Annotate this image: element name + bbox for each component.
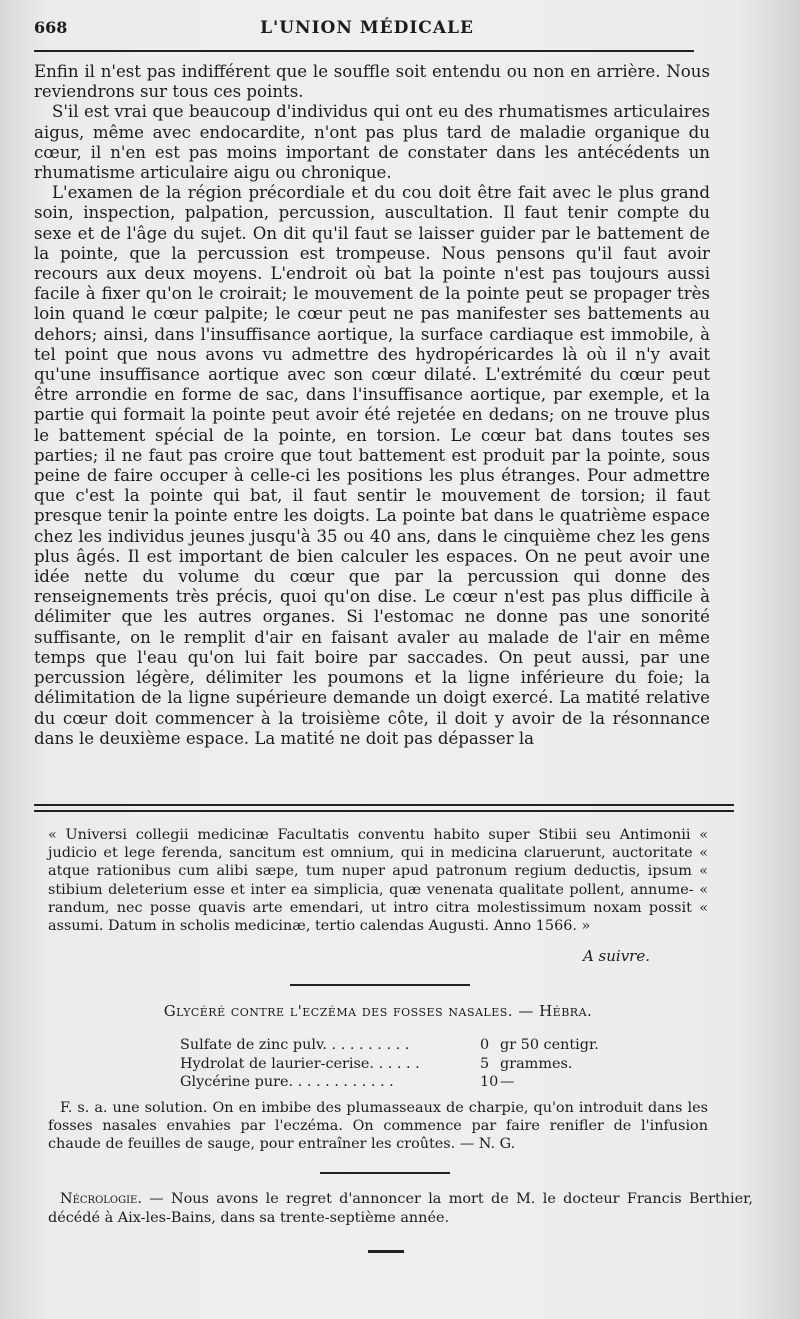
ingredient-unit: — — [500, 1074, 515, 1090]
section-separator-2 — [320, 1172, 450, 1174]
footnote-double-rule-top — [34, 804, 734, 806]
ingredient-qty: 5 — [480, 1055, 490, 1072]
recipe-instructions — [48, 1099, 708, 1154]
footnote-double-rule-bottom — [34, 810, 734, 812]
necrologie-label: Nécrologie. — [60, 1191, 142, 1207]
main-article-text — [34, 62, 710, 749]
section-separator-1 — [290, 984, 470, 986]
necrologie-text: — Nous avons le regret d'annoncer la mort de M. le docteur Francis Berthier, décédé à Aix-les-Bains, dans sa trente-septième année. — [48, 1191, 753, 1226]
ingredient-unit: grammes. — [500, 1055, 573, 1072]
header-rule — [34, 50, 694, 52]
paragraph-2: S'il est vrai que beaucoup d'individus qui ont eu des rhumatismes articulaires aigus, même avec endocardite, n'ont pas plus tard de maladie organique du cœur, il n'en est pas moins important de constater dans les antécédents un rhumatisme articulaire aigu ou chronique. — [34, 102, 710, 183]
ingredient-qty: 10 — [480, 1074, 499, 1090]
recipe-title: Glycéré contre l'eczéma des fosses nasales. — Hébra. — [163, 1002, 593, 1020]
recipe-instructions-text: F. s. a. une solution. On en imbibe des plumasseaux de charpie, qu'on introduit dans les fosses nasales envahies par l'eczéma. On commence par faire renifler de l'infusion chaude de feuilles de sauge, pour entraîner les croûtes. — N. G. — [48, 1100, 708, 1153]
latin-quote-text: « Universi collegii medicinæ Facultatis conventu habito super Stibii seu Antimonii « judicio et lege ferenda, sancitum est omnium, qui in medicina claruerunt, auctoritate « atque rationibus cum alibi sæpe, tum nuper apud patronum regium deductis, ipsum « stibium deleterium esse et inter ea simplicia, quæ venenata qualitate pollent, annume- « randum, nec posse quavis arte emendari, ut intro citra molestissimum noxam possit « assumi. Datum in scholis medicinæ, tertio calendas Augusti. Anno 1566. » — [48, 827, 708, 935]
ingredient-name: Glycérine pure. . . . . . . . . . . . — [180, 1074, 394, 1090]
page-number: 668 — [34, 18, 68, 37]
latin-decree-quote — [48, 826, 708, 935]
a-suivre: A suivre. — [582, 947, 650, 965]
ingredient-name: Sulfate de zinc pulv. . . . . . . . . . — [180, 1037, 410, 1053]
ingredient-qty: 0 — [480, 1037, 490, 1053]
end-mark — [368, 1250, 404, 1253]
page-header — [34, 18, 700, 44]
necrologie-paragraph — [48, 1190, 753, 1228]
ingredient-name: Hydrolat de laurier-cerise. . . . . . — [180, 1055, 420, 1072]
journal-title: L'UNION MÉDICALE — [260, 18, 474, 38]
necrologie-notice — [48, 1190, 753, 1228]
paragraph-1: Enfin il n'est pas indifférent que le souffle soit entendu ou non en arrière. Nous reviendrons sur tous ces points. — [34, 62, 710, 102]
paragraph-3: L'examen de la région précordiale et du cou doit être fait avec le plus grand soin, inspection, palpation, percussion, auscultation. Il faut tenir compte du sexe et de l'âge du sujet. On dit qu'il faut se laisser guider par le battement de la pointe, que la percussion est trompeuse. Nous pensons qu'il faut avoir recours aux deux moyens. L'endroit où bat la pointe n'est pas toujours aussi facile à fixer qu'on le croirait; le mouvement de la pointe peut se propager très loin quand le cœur palpite; le cœur peut ne pas manifester ses battements au dehors; ainsi, dans l'insuffisance aortique, la surface cardiaque est immobile, à tel point que nous avons vu admettre des hydropéricardes là où il n'y avait qu'une insuffisance aortique avec son cœur dilaté. L'extrémité du cœur peut être arrondie en forme de sac, dans l'insuffisance aortique, par exemple, et la partie qui formait la pointe peut avoir été rejetée en dedans; on ne trouve plus le battement spécial de la pointe, en torsion. Le cœur bat dans toutes ses parties; il ne faut pas croire que tout battement est produit par la pointe, sous peine de faire occuper à celle-ci les positions les plus étranges. Pour admettre que c'est la pointe qui bat, il faut sentir le mouvement de torsion; il faut presque tenir la pointe entre les doigts. La pointe bat dans le quatrième espace chez les individus jeunes jusqu'à 35 ou 40 ans, dans le cinquième chez les gens plus âgés. Il est important de bien calculer les espaces. On ne peut avoir une idée nette du volume du cœur que par la percussion qui donne des renseignements très précis, quoi qu'on dise. Le cœur n'est pas plus difficile à délimiter que les autres organes. Si l'estomac ne donne pas une sonorité suffisante, on le remplit d'air en faisant avaler au malade de l'air en même temps que l'eau qu'on lui fait boire par saccades. On peut aussi, par une percussion légère, délimiter les poumons et la ligne inférieure du foie; la délimitation de la ligne supérieure demande un doigt exercé. La matité relative du cœur doit commencer à la troisième côte, il doit y avoir de la résonnance dans le deuxième espace. La matité ne doit pas dépasser la — [34, 183, 710, 748]
ingredient-unit: gr 50 centigr. — [500, 1037, 599, 1053]
